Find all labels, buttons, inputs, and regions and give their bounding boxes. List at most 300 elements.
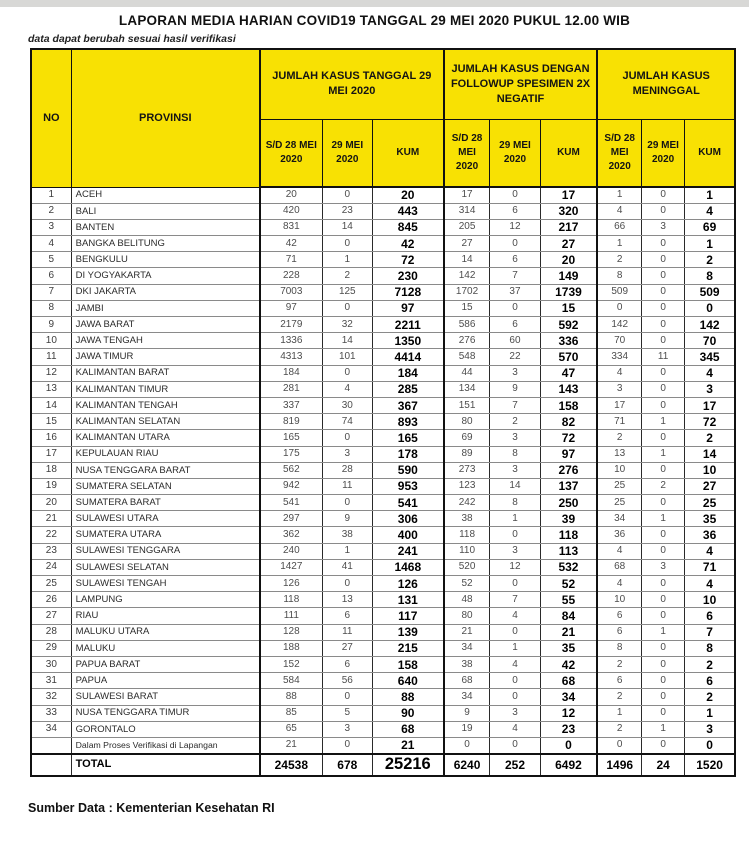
value-cell: 5 (322, 705, 372, 721)
value-cell: 12 (540, 705, 597, 721)
table-body (31, 187, 735, 754)
value-cell: 3 (597, 381, 641, 397)
value-cell: 570 (540, 349, 597, 365)
value-cell: 88 (260, 689, 322, 705)
value-cell: 0 (642, 689, 685, 705)
value-cell: 7 (490, 397, 540, 413)
total-meninggal-kum: 1520 (685, 754, 735, 776)
province-name: KALIMANTAN BARAT (71, 365, 260, 381)
row-number: 5 (31, 252, 71, 268)
value-cell: 35 (685, 511, 735, 527)
value-cell: 68 (444, 673, 490, 689)
table-row (31, 511, 735, 527)
value-cell: 27 (540, 236, 597, 252)
province-name: BANGKA BELITUNG (71, 236, 260, 252)
value-cell: 0 (490, 689, 540, 705)
value-cell: 1427 (260, 559, 322, 575)
value-cell: 14 (490, 478, 540, 494)
value-cell: 165 (372, 430, 443, 446)
value-cell: 4 (490, 656, 540, 672)
disclaimer-note: data dapat berubah sesuai hasil verifikasi (28, 33, 236, 45)
value-cell: 0 (642, 592, 685, 608)
table-row (31, 640, 735, 656)
value-cell: 37 (490, 284, 540, 300)
value-cell: 89 (444, 446, 490, 462)
value-cell: 285 (372, 381, 443, 397)
value-cell: 831 (260, 219, 322, 235)
value-cell: 0 (642, 527, 685, 543)
value-cell: 84 (540, 608, 597, 624)
value-cell: 8 (685, 640, 735, 656)
value-cell: 68 (372, 721, 443, 737)
value-cell: 6 (597, 608, 641, 624)
total-label: TOTAL (71, 754, 260, 776)
value-cell: 4 (490, 608, 540, 624)
value-cell: 2 (597, 656, 641, 672)
value-cell: 4313 (260, 349, 322, 365)
province-name: MALUKU UTARA (71, 624, 260, 640)
province-name: JAMBI (71, 300, 260, 316)
value-cell: 8 (597, 268, 641, 284)
table-row (31, 721, 735, 737)
value-cell: 893 (372, 414, 443, 430)
value-cell: 314 (444, 203, 490, 219)
province-name: MALUKU (71, 640, 260, 656)
value-cell: 0 (490, 236, 540, 252)
value-cell: 336 (540, 333, 597, 349)
value-cell: 17 (444, 187, 490, 203)
value-cell: 8 (597, 640, 641, 656)
province-name: BANTEN (71, 219, 260, 235)
value-cell: 592 (540, 317, 597, 333)
value-cell: 69 (444, 430, 490, 446)
value-cell: 367 (372, 397, 443, 413)
value-cell: 128 (260, 624, 322, 640)
value-cell: 71 (597, 414, 641, 430)
table-row (31, 673, 735, 689)
value-cell: 42 (260, 236, 322, 252)
value-cell: 509 (597, 284, 641, 300)
value-cell: 118 (540, 527, 597, 543)
value-cell: 334 (597, 349, 641, 365)
value-cell: 68 (540, 673, 597, 689)
value-cell: 1 (642, 624, 685, 640)
province-name: KALIMANTAN TIMUR (71, 381, 260, 397)
row-number: 1 (31, 187, 71, 203)
value-cell: 4 (685, 576, 735, 592)
value-cell: 6 (597, 624, 641, 640)
value-cell: 149 (540, 268, 597, 284)
value-cell: 27 (685, 478, 735, 494)
row-number: 4 (31, 236, 71, 252)
value-cell: 80 (444, 608, 490, 624)
value-cell: 532 (540, 559, 597, 575)
value-cell: 15 (444, 300, 490, 316)
value-cell: 126 (260, 576, 322, 592)
col-group-followup-negatif: JUMLAH KASUS DENGAN FOLLOWUP SPESIMEN 2X NEGATIF (444, 49, 598, 119)
value-cell: 25 (685, 495, 735, 511)
value-cell: 3 (685, 381, 735, 397)
row-number: 9 (31, 317, 71, 333)
value-cell: 17 (540, 187, 597, 203)
value-cell: 123 (444, 478, 490, 494)
value-cell: 12 (490, 559, 540, 575)
value-cell: 15 (540, 300, 597, 316)
group-header-row (31, 49, 735, 119)
col-header-meninggal-kum: KUM (685, 119, 735, 187)
col-header-kasus-kum: KUM (372, 119, 443, 187)
row-number: 15 (31, 414, 71, 430)
value-cell: 337 (260, 397, 322, 413)
value-cell: 21 (372, 737, 443, 753)
value-cell: 71 (685, 559, 735, 575)
col-header-meninggal-sd28: S/D 28 MEI 2020 (597, 119, 641, 187)
value-cell: 17 (597, 397, 641, 413)
value-cell: 101 (322, 349, 372, 365)
value-cell: 1 (597, 705, 641, 721)
value-cell: 320 (540, 203, 597, 219)
covid-report-table (30, 48, 736, 777)
value-cell: 0 (322, 689, 372, 705)
value-cell: 0 (642, 673, 685, 689)
value-cell: 34 (597, 511, 641, 527)
value-cell: 142 (444, 268, 490, 284)
value-cell: 590 (372, 462, 443, 478)
value-cell: 1 (642, 721, 685, 737)
value-cell: 0 (490, 187, 540, 203)
row-number: 2 (31, 203, 71, 219)
row-number: 31 (31, 673, 71, 689)
table-row (31, 737, 735, 753)
value-cell: 0 (642, 430, 685, 446)
value-cell: 158 (372, 656, 443, 672)
value-cell: 228 (260, 268, 322, 284)
value-cell: 953 (372, 478, 443, 494)
value-cell: 12 (490, 219, 540, 235)
value-cell: 25 (597, 495, 641, 511)
table-row (31, 430, 735, 446)
value-cell: 0 (642, 462, 685, 478)
value-cell: 7 (490, 592, 540, 608)
province-name: DKI JAKARTA (71, 284, 260, 300)
value-cell: 27 (444, 236, 490, 252)
value-cell: 0 (642, 495, 685, 511)
value-cell: 36 (685, 527, 735, 543)
value-cell: 97 (540, 446, 597, 462)
value-cell: 4 (685, 365, 735, 381)
value-cell: 205 (444, 219, 490, 235)
province-name: RIAU (71, 608, 260, 624)
value-cell: 4 (322, 381, 372, 397)
col-header-followup-kum: KUM (540, 119, 597, 187)
col-header-followup-29mei: 29 MEI 2020 (490, 119, 540, 187)
table-row (31, 284, 735, 300)
value-cell: 0 (642, 381, 685, 397)
value-cell: 4414 (372, 349, 443, 365)
table-row (31, 349, 735, 365)
value-cell: 0 (642, 365, 685, 381)
value-cell: 90 (372, 705, 443, 721)
value-cell: 1 (597, 236, 641, 252)
value-cell: 13 (322, 592, 372, 608)
table-row (31, 543, 735, 559)
value-cell: 240 (260, 543, 322, 559)
value-cell: 0 (540, 737, 597, 753)
table-row (31, 252, 735, 268)
value-cell: 34 (444, 640, 490, 656)
province-name: JAWA BARAT (71, 317, 260, 333)
value-cell: 541 (260, 495, 322, 511)
row-number (31, 737, 71, 753)
value-cell: 8 (490, 495, 540, 511)
value-cell: 22 (490, 349, 540, 365)
value-cell: 47 (540, 365, 597, 381)
value-cell: 178 (372, 446, 443, 462)
value-cell: 6 (597, 673, 641, 689)
value-cell: 584 (260, 673, 322, 689)
value-cell: 2 (597, 430, 641, 446)
value-cell: 1 (642, 414, 685, 430)
table-row (31, 656, 735, 672)
value-cell: 443 (372, 203, 443, 219)
total-followup-kum: 6492 (540, 754, 597, 776)
value-cell: 230 (372, 268, 443, 284)
province-name: KALIMANTAN TENGAH (71, 397, 260, 413)
value-cell: 1 (490, 511, 540, 527)
value-cell: 4 (597, 576, 641, 592)
source-note: Sumber Data : Kementerian Kesehatan RI (28, 800, 275, 815)
value-cell: 2179 (260, 317, 322, 333)
value-cell: 10 (597, 462, 641, 478)
value-cell: 0 (642, 576, 685, 592)
row-number: 6 (31, 268, 71, 284)
scan-edge-strip (0, 0, 749, 7)
value-cell: 11 (322, 478, 372, 494)
value-cell: 2 (685, 252, 735, 268)
row-number: 26 (31, 592, 71, 608)
province-name: SULAWESI TENGGARA (71, 543, 260, 559)
value-cell: 0 (642, 300, 685, 316)
col-header-kasus-sd28: S/D 28 MEI 2020 (260, 119, 322, 187)
value-cell: 19 (444, 721, 490, 737)
province-name: KEPULAUAN RIAU (71, 446, 260, 462)
value-cell: 35 (540, 640, 597, 656)
value-cell: 0 (322, 430, 372, 446)
col-header-no: NO (31, 49, 71, 187)
value-cell: 111 (260, 608, 322, 624)
col-header-followup-sd28: S/D 28 MEI 2020 (444, 119, 490, 187)
value-cell: 27 (322, 640, 372, 656)
value-cell: 3 (642, 559, 685, 575)
value-cell: 1468 (372, 559, 443, 575)
value-cell: 44 (444, 365, 490, 381)
value-cell: 0 (685, 300, 735, 316)
value-cell: 0 (642, 656, 685, 672)
col-header-kasus-29mei: 29 MEI 2020 (322, 119, 372, 187)
value-cell: 0 (597, 300, 641, 316)
value-cell: 0 (490, 673, 540, 689)
province-name: GORONTALO (71, 721, 260, 737)
value-cell: 297 (260, 511, 322, 527)
value-cell: 242 (444, 495, 490, 511)
value-cell: 7003 (260, 284, 322, 300)
value-cell: 6 (685, 608, 735, 624)
value-cell: 9 (490, 381, 540, 397)
value-cell: 97 (372, 300, 443, 316)
value-cell: 7 (490, 268, 540, 284)
value-cell: 640 (372, 673, 443, 689)
value-cell: 3 (490, 705, 540, 721)
province-name: ACEH (71, 187, 260, 203)
total-row (31, 754, 735, 776)
value-cell: 1350 (372, 333, 443, 349)
value-cell: 0 (642, 543, 685, 559)
col-group-jumlah-kasus: JUMLAH KASUS TANGGAL 29 MEI 2020 (260, 49, 444, 119)
row-number: 14 (31, 397, 71, 413)
value-cell: 131 (372, 592, 443, 608)
province-name: BENGKULU (71, 252, 260, 268)
value-cell: 2 (685, 689, 735, 705)
value-cell: 3 (490, 543, 540, 559)
value-cell: 0 (642, 705, 685, 721)
page-title: LAPORAN MEDIA HARIAN COVID19 TANGGAL 29 MEI 2020 PUKUL 12.00 WIB (118, 13, 631, 28)
value-cell: 7 (685, 624, 735, 640)
row-number: 10 (31, 333, 71, 349)
value-cell: 70 (685, 333, 735, 349)
value-cell: 1739 (540, 284, 597, 300)
value-cell: 74 (322, 414, 372, 430)
value-cell: 3 (642, 219, 685, 235)
value-cell: 0 (642, 284, 685, 300)
value-cell: 548 (444, 349, 490, 365)
row-number: 18 (31, 462, 71, 478)
total-empty-no-cell (31, 754, 71, 776)
province-name: SUMATERA SELATAN (71, 478, 260, 494)
row-number: 24 (31, 559, 71, 575)
value-cell: 241 (372, 543, 443, 559)
province-name: NUSA TENGGARA BARAT (71, 462, 260, 478)
value-cell: 0 (642, 252, 685, 268)
total-followup-sd28: 6240 (444, 754, 490, 776)
province-name: SUMATERA BARAT (71, 495, 260, 511)
value-cell: 38 (444, 511, 490, 527)
table-row (31, 446, 735, 462)
value-cell: 143 (540, 381, 597, 397)
value-cell: 0 (597, 737, 641, 753)
row-number: 33 (31, 705, 71, 721)
value-cell: 68 (597, 559, 641, 575)
value-cell: 28 (322, 462, 372, 478)
value-cell: 175 (260, 446, 322, 462)
row-number: 20 (31, 495, 71, 511)
total-meninggal-29mei: 24 (642, 754, 685, 776)
col-header-meninggal-29mei: 29 MEI 2020 (642, 119, 685, 187)
value-cell: 3 (685, 721, 735, 737)
value-cell: 42 (540, 656, 597, 672)
value-cell: 20 (260, 187, 322, 203)
value-cell: 0 (642, 187, 685, 203)
value-cell: 139 (372, 624, 443, 640)
value-cell: 6 (490, 252, 540, 268)
value-cell: 80 (444, 414, 490, 430)
value-cell: 0 (490, 576, 540, 592)
value-cell: 2 (597, 721, 641, 737)
value-cell: 23 (540, 721, 597, 737)
province-name: PAPUA BARAT (71, 656, 260, 672)
value-cell: 97 (260, 300, 322, 316)
table-row (31, 317, 735, 333)
value-cell: 3 (322, 446, 372, 462)
table-row (31, 219, 735, 235)
value-cell: 9 (444, 705, 490, 721)
value-cell: 586 (444, 317, 490, 333)
table-header (31, 49, 735, 187)
value-cell: 6 (685, 673, 735, 689)
value-cell: 72 (540, 430, 597, 446)
value-cell: 151 (444, 397, 490, 413)
table-row (31, 624, 735, 640)
value-cell: 0 (322, 187, 372, 203)
value-cell: 20 (540, 252, 597, 268)
value-cell: 4 (490, 721, 540, 737)
value-cell: 142 (597, 317, 641, 333)
value-cell: 14 (322, 333, 372, 349)
table-row (31, 300, 735, 316)
table-row (31, 689, 735, 705)
row-number: 17 (31, 446, 71, 462)
value-cell: 2 (597, 252, 641, 268)
value-cell: 126 (372, 576, 443, 592)
value-cell: 118 (260, 592, 322, 608)
table-row (31, 268, 735, 284)
value-cell: 4 (597, 365, 641, 381)
row-number: 16 (31, 430, 71, 446)
value-cell: 6 (490, 317, 540, 333)
row-number: 7 (31, 284, 71, 300)
value-cell: 0 (322, 300, 372, 316)
value-cell: 562 (260, 462, 322, 478)
value-cell: 110 (444, 543, 490, 559)
value-cell: 1 (322, 543, 372, 559)
value-cell: 0 (322, 365, 372, 381)
value-cell: 0 (642, 203, 685, 219)
value-cell: 0 (642, 333, 685, 349)
value-cell: 1 (642, 446, 685, 462)
value-cell: 36 (597, 527, 641, 543)
table-row (31, 397, 735, 413)
table-row (31, 705, 735, 721)
table-row (31, 576, 735, 592)
value-cell: 0 (490, 737, 540, 753)
value-cell: 1702 (444, 284, 490, 300)
value-cell: 34 (444, 689, 490, 705)
value-cell: 520 (444, 559, 490, 575)
row-number: 27 (31, 608, 71, 624)
value-cell: 60 (490, 333, 540, 349)
row-number: 8 (31, 300, 71, 316)
value-cell: 113 (540, 543, 597, 559)
table-row (31, 608, 735, 624)
province-name: JAWA TIMUR (71, 349, 260, 365)
col-group-meninggal: JUMLAH KASUS MENINGGAL (597, 49, 735, 119)
value-cell: 25 (597, 478, 641, 494)
table-row (31, 365, 735, 381)
value-cell: 85 (260, 705, 322, 721)
value-cell: 10 (597, 592, 641, 608)
value-cell: 70 (597, 333, 641, 349)
value-cell: 819 (260, 414, 322, 430)
province-name: SULAWESI BARAT (71, 689, 260, 705)
